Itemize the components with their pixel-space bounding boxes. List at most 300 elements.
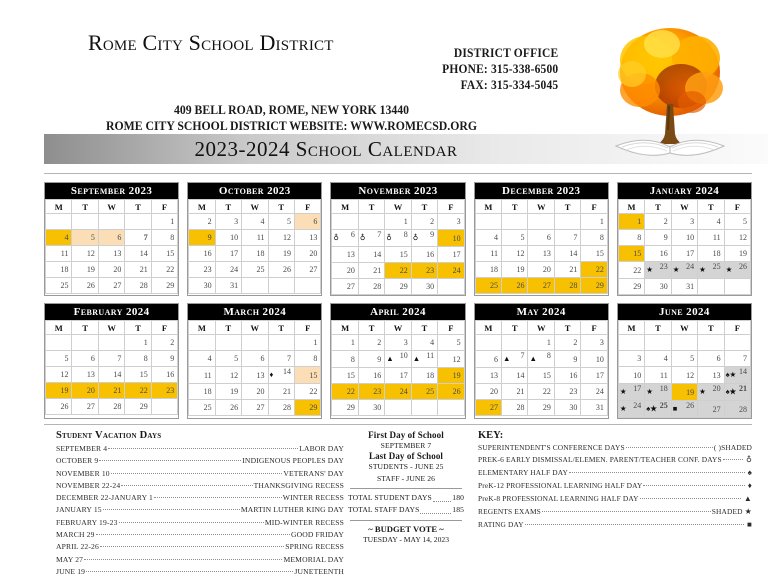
day-cell[interactable]: [581, 246, 607, 262]
day-number: 21: [373, 266, 382, 275]
calendar-grid: [44, 182, 752, 426]
day-cell[interactable]: [46, 246, 72, 262]
day-number: 18: [203, 387, 212, 396]
day-cell[interactable]: [698, 401, 724, 418]
day-cell[interactable]: [215, 230, 241, 246]
day-cell[interactable]: [151, 367, 177, 383]
day-cell[interactable]: [502, 230, 528, 246]
day-number: 12: [282, 233, 291, 242]
day-cell[interactable]: [528, 384, 554, 400]
day-cell[interactable]: [268, 367, 294, 384]
day-cell[interactable]: [268, 384, 294, 400]
day-number: 12: [686, 370, 695, 380]
day-cell[interactable]: [358, 247, 384, 263]
day-cell[interactable]: [268, 400, 294, 416]
day-cell[interactable]: [294, 351, 320, 367]
day-cell[interactable]: [475, 368, 501, 384]
day-cell[interactable]: [215, 351, 241, 367]
day-cell[interactable]: [724, 214, 750, 230]
day-cell[interactable]: [438, 335, 464, 351]
day-cell[interactable]: [215, 400, 241, 416]
day-cell[interactable]: [332, 335, 358, 351]
vacation-date: MAY 27: [56, 554, 84, 564]
day-cell[interactable]: [242, 214, 268, 230]
key-item: [478, 454, 752, 467]
day-cell[interactable]: [72, 262, 98, 278]
day-cell[interactable]: [98, 246, 124, 262]
day-number: 1: [637, 217, 642, 226]
day-cell[interactable]: [72, 230, 98, 246]
day-cell[interactable]: [724, 246, 750, 262]
day-cell[interactable]: [528, 400, 554, 416]
day-cell[interactable]: [358, 335, 384, 351]
day-cell[interactable]: [411, 247, 437, 263]
day-cell[interactable]: [189, 367, 215, 384]
day-number: 29: [309, 403, 318, 412]
day-cell[interactable]: [671, 279, 697, 295]
day-cell[interactable]: [438, 230, 464, 247]
day-cell[interactable]: [215, 384, 241, 400]
day-cell[interactable]: [502, 246, 528, 262]
day-cell[interactable]: [645, 401, 671, 418]
weekday-header-0: M: [332, 321, 358, 335]
day-cell[interactable]: [411, 279, 437, 295]
day-cell[interactable]: [581, 335, 607, 351]
day-cell[interactable]: [502, 368, 528, 384]
day-cell[interactable]: [332, 230, 358, 247]
day-cell[interactable]: [528, 230, 554, 246]
day-cell[interactable]: [475, 246, 501, 262]
day-cell[interactable]: [724, 401, 750, 418]
day-cell[interactable]: [385, 214, 411, 230]
day-cell[interactable]: [645, 230, 671, 246]
day-cell[interactable]: [189, 278, 215, 294]
day-number: 13: [113, 249, 122, 258]
star-icon: ★: [699, 265, 706, 274]
day-cell[interactable]: [528, 262, 554, 278]
day-number: 16: [569, 371, 578, 380]
district-title: Rome City School District: [88, 30, 334, 55]
calendar-row-spring: [44, 303, 752, 419]
dot-leader: [525, 524, 744, 525]
footer-divider: [44, 424, 752, 425]
day-number: 26: [516, 281, 525, 290]
day-cell[interactable]: [46, 278, 72, 294]
district-office-label: DISTRICT OFFICE: [453, 46, 558, 60]
day-cell[interactable]: [125, 262, 151, 278]
day-cell[interactable]: [242, 384, 268, 400]
day-cell[interactable]: [46, 367, 72, 383]
day-cell[interactable]: [98, 367, 124, 383]
day-cell[interactable]: [528, 368, 554, 384]
day-cell[interactable]: [46, 383, 72, 399]
day-cell[interactable]: [332, 384, 358, 400]
day-cell[interactable]: [385, 368, 411, 384]
day-cell[interactable]: [475, 278, 501, 294]
day-cell[interactable]: [581, 278, 607, 294]
day-cell[interactable]: [98, 230, 124, 246]
day-cell[interactable]: [438, 384, 464, 400]
day-number: 1: [143, 338, 148, 347]
day-cell[interactable]: [698, 214, 724, 230]
weekday-header-3: T: [268, 321, 294, 335]
day-cell[interactable]: [189, 262, 215, 278]
day-number: 8: [546, 351, 551, 360]
week-row: [332, 230, 464, 247]
day-cell[interactable]: [554, 368, 580, 384]
day-cell[interactable]: [385, 230, 411, 247]
week-row: [332, 214, 464, 230]
day-cell[interactable]: [98, 278, 124, 294]
day-cell[interactable]: [475, 400, 501, 416]
triangle-icon: ▲: [743, 493, 752, 503]
day-cell[interactable]: [411, 230, 437, 247]
day-cell[interactable]: [438, 263, 464, 279]
day-cell[interactable]: [151, 230, 177, 246]
day-cell[interactable]: [438, 214, 464, 230]
weekday-header-2: W: [98, 321, 124, 335]
day-cell[interactable]: [502, 400, 528, 416]
day-cell[interactable]: [698, 262, 724, 279]
day-cell[interactable]: [358, 368, 384, 384]
day-cell[interactable]: [411, 214, 437, 230]
day-cell[interactable]: [215, 246, 241, 262]
vacation-date: NOVEMBER 10: [56, 468, 110, 478]
day-cell[interactable]: [189, 351, 215, 367]
day-cell[interactable]: [618, 367, 644, 384]
day-cell[interactable]: [554, 262, 580, 278]
day-cell[interactable]: [618, 262, 644, 279]
day-number: 24: [452, 266, 461, 275]
day-cell[interactable]: [385, 384, 411, 400]
day-cell[interactable]: [724, 384, 750, 401]
day-number: 13: [712, 370, 721, 380]
day-cell[interactable]: [438, 368, 464, 384]
day-cell[interactable]: [528, 246, 554, 262]
day-cell[interactable]: [645, 351, 671, 367]
day-cell[interactable]: [645, 262, 671, 279]
day-cell[interactable]: [151, 278, 177, 294]
day-cell[interactable]: [385, 351, 411, 368]
day-cell[interactable]: [125, 246, 151, 262]
day-number: 18: [659, 384, 668, 393]
day-cell[interactable]: [125, 278, 151, 294]
day-number: 15: [309, 370, 318, 380]
day-cell[interactable]: [698, 246, 724, 262]
weekday-header-row: [46, 200, 178, 214]
day-cell[interactable]: [724, 262, 750, 279]
day-number: 27: [542, 281, 551, 290]
day-cell[interactable]: [411, 384, 437, 400]
week-row: [475, 384, 607, 400]
day-cell[interactable]: [294, 230, 320, 246]
day-cell[interactable]: [645, 279, 671, 295]
weekday-header-row: [332, 321, 464, 335]
day-cell[interactable]: [671, 367, 697, 384]
day-cell[interactable]: [475, 230, 501, 246]
day-cell[interactable]: [215, 367, 241, 384]
day-number: 9: [207, 233, 212, 242]
day-cell[interactable]: [554, 384, 580, 400]
day-cell[interactable]: [294, 367, 320, 384]
dot-leader: [121, 485, 252, 486]
day-cell[interactable]: [438, 247, 464, 263]
month-day-grid: [45, 320, 178, 415]
day-cell[interactable]: [618, 401, 644, 418]
star-icon: ★: [725, 265, 733, 274]
day-cell[interactable]: [554, 400, 580, 416]
day-cell[interactable]: [475, 384, 501, 400]
empty-day-cell: [724, 279, 750, 295]
day-cell[interactable]: [46, 262, 72, 278]
person-icon: ♁: [412, 233, 419, 242]
day-cell[interactable]: [294, 335, 320, 351]
day-cell[interactable]: [125, 230, 151, 246]
day-cell[interactable]: [671, 384, 697, 401]
day-cell[interactable]: [332, 400, 358, 416]
day-cell[interactable]: [698, 351, 724, 367]
day-cell[interactable]: [151, 246, 177, 262]
day-number: 28: [516, 403, 525, 412]
day-cell[interactable]: [332, 351, 358, 368]
day-cell[interactable]: [528, 335, 554, 351]
day-cell[interactable]: [98, 399, 124, 415]
day-cell[interactable]: [724, 367, 750, 384]
month-day-grid: [188, 320, 321, 416]
day-number: 27: [256, 403, 265, 412]
day-cell[interactable]: [72, 278, 98, 294]
day-cell[interactable]: [671, 351, 697, 367]
day-cell[interactable]: [72, 351, 98, 367]
day-cell[interactable]: [528, 351, 554, 368]
day-cell[interactable]: [242, 230, 268, 246]
day-cell[interactable]: [645, 214, 671, 230]
weekday-header-4: F: [151, 321, 177, 335]
day-cell[interactable]: [385, 247, 411, 263]
day-cell[interactable]: [502, 384, 528, 400]
day-cell[interactable]: [125, 383, 151, 399]
day-cell[interactable]: [438, 351, 464, 368]
calendar-legend-area: [44, 430, 752, 578]
day-cell[interactable]: [125, 367, 151, 383]
district-phone: PHONE: 315-338-6500: [441, 62, 558, 76]
day-cell[interactable]: [268, 246, 294, 262]
vacation-label: MEMORIAL DAY: [283, 554, 344, 564]
day-cell[interactable]: [581, 214, 607, 230]
vacation-label: WINTER RECESS: [282, 493, 344, 503]
day-cell[interactable]: [189, 214, 215, 230]
day-cell[interactable]: [581, 368, 607, 384]
day-cell[interactable]: [698, 384, 724, 401]
day-cell[interactable]: [411, 263, 437, 279]
day-number: 27: [86, 402, 95, 411]
total-staff-days-row: [348, 504, 464, 516]
day-cell[interactable]: [242, 246, 268, 262]
day-cell[interactable]: [151, 262, 177, 278]
day-cell[interactable]: [358, 400, 384, 416]
day-cell[interactable]: [125, 351, 151, 367]
day-cell[interactable]: [125, 335, 151, 351]
day-cell[interactable]: [46, 351, 72, 367]
week-row: [46, 383, 178, 399]
day-number: 16: [659, 249, 668, 258]
day-cell[interactable]: [46, 230, 72, 246]
day-cell[interactable]: [98, 383, 124, 399]
day-cell[interactable]: [151, 351, 177, 367]
day-number: 11: [60, 249, 69, 258]
day-cell[interactable]: [332, 263, 358, 279]
day-cell[interactable]: [358, 351, 384, 368]
day-cell[interactable]: [411, 368, 437, 384]
day-cell[interactable]: [554, 278, 580, 294]
day-cell[interactable]: [358, 279, 384, 295]
day-cell[interactable]: [618, 351, 644, 367]
day-cell[interactable]: [189, 384, 215, 400]
day-number: 13: [309, 233, 318, 242]
day-cell[interactable]: [671, 401, 697, 418]
day-number: 20: [256, 387, 265, 396]
day-cell[interactable]: [554, 230, 580, 246]
day-cell[interactable]: [618, 384, 644, 401]
day-number: 7: [117, 354, 122, 363]
empty-day-cell: [385, 400, 411, 416]
day-cell[interactable]: [98, 262, 124, 278]
day-cell[interactable]: [125, 399, 151, 415]
day-cell[interactable]: [581, 262, 607, 278]
empty-day-cell: [189, 335, 215, 351]
day-cell[interactable]: [385, 279, 411, 295]
day-cell[interactable]: [189, 246, 215, 262]
day-cell[interactable]: [215, 262, 241, 278]
district-office-block: [442, 45, 558, 93]
day-cell[interactable]: [475, 262, 501, 278]
day-cell[interactable]: [411, 351, 437, 368]
day-cell[interactable]: [242, 400, 268, 416]
total-student-days-value: 180: [452, 493, 464, 503]
vacation-label: SPRING RECESS: [285, 542, 344, 552]
day-number: 13: [490, 371, 499, 380]
day-cell[interactable]: [645, 384, 671, 401]
day-cell[interactable]: [698, 230, 724, 246]
weekday-header-1: T: [502, 321, 528, 335]
day-cell[interactable]: [46, 399, 72, 415]
day-cell[interactable]: [98, 351, 124, 367]
day-cell[interactable]: [294, 384, 320, 400]
day-cell[interactable]: [242, 262, 268, 278]
day-cell[interactable]: [411, 335, 437, 351]
day-cell[interactable]: [358, 263, 384, 279]
day-cell[interactable]: [242, 351, 268, 367]
day-cell[interactable]: [268, 351, 294, 367]
day-cell[interactable]: [671, 246, 697, 262]
day-number: 8: [313, 354, 318, 363]
day-cell[interactable]: [385, 335, 411, 351]
day-cell[interactable]: [72, 367, 98, 383]
day-cell[interactable]: [554, 351, 580, 368]
day-cell[interactable]: [294, 246, 320, 262]
day-cell[interactable]: [475, 351, 501, 368]
day-cell[interactable]: [72, 246, 98, 262]
day-cell[interactable]: [581, 351, 607, 368]
day-number: 17: [686, 249, 695, 258]
day-cell[interactable]: [502, 351, 528, 368]
day-cell[interactable]: [645, 367, 671, 384]
day-cell[interactable]: [502, 278, 528, 294]
page-title: 2023-2024 School Calendar: [194, 136, 458, 161]
day-cell[interactable]: [268, 230, 294, 246]
day-number: 27: [346, 282, 355, 291]
day-cell[interactable]: [332, 279, 358, 295]
day-cell[interactable]: [502, 262, 528, 278]
day-cell[interactable]: [581, 384, 607, 400]
day-cell[interactable]: [645, 246, 671, 262]
day-cell[interactable]: [671, 214, 697, 230]
day-number: 10: [452, 233, 461, 243]
day-number: 22: [139, 386, 148, 395]
day-cell[interactable]: [581, 400, 607, 416]
day-cell[interactable]: [151, 214, 177, 230]
day-cell[interactable]: [554, 246, 580, 262]
day-cell[interactable]: [215, 278, 241, 294]
day-cell[interactable]: [554, 335, 580, 351]
day-cell[interactable]: [385, 263, 411, 279]
month-title: December 2023: [475, 183, 608, 199]
key-item: [478, 493, 752, 506]
day-cell[interactable]: [528, 278, 554, 294]
day-number: 3: [456, 217, 461, 226]
week-row: [46, 335, 178, 351]
day-cell[interactable]: [618, 246, 644, 262]
day-cell[interactable]: [618, 214, 644, 230]
week-row: [475, 400, 607, 416]
day-cell[interactable]: [189, 400, 215, 416]
day-cell[interactable]: [151, 383, 177, 399]
day-cell[interactable]: [358, 230, 384, 247]
day-cell[interactable]: [294, 262, 320, 278]
day-number: 4: [430, 338, 435, 347]
day-cell[interactable]: [332, 247, 358, 263]
day-cell[interactable]: [618, 230, 644, 246]
day-cell[interactable]: [215, 214, 241, 230]
day-cell[interactable]: [242, 367, 268, 384]
week-row: [332, 263, 464, 279]
week-row: [46, 399, 178, 415]
month-december-2023: [474, 182, 609, 296]
day-cell[interactable]: [618, 279, 644, 295]
day-cell[interactable]: [294, 214, 320, 230]
day-cell[interactable]: [294, 400, 320, 416]
day-cell[interactable]: [72, 383, 98, 399]
day-number: 18: [426, 371, 435, 380]
day-cell[interactable]: [724, 351, 750, 367]
day-cell[interactable]: [151, 335, 177, 351]
diamond-icon: ♦: [747, 480, 752, 490]
day-cell[interactable]: [268, 214, 294, 230]
day-cell[interactable]: [581, 230, 607, 246]
day-cell[interactable]: [358, 384, 384, 400]
day-number: 17: [633, 384, 642, 393]
day-number: 14: [113, 370, 122, 379]
day-cell[interactable]: [189, 230, 215, 246]
day-cell[interactable]: [724, 230, 750, 246]
day-cell[interactable]: [671, 262, 697, 279]
day-cell[interactable]: [268, 262, 294, 278]
day-cell[interactable]: [332, 368, 358, 384]
day-cell[interactable]: [698, 367, 724, 384]
empty-day-cell: [242, 335, 268, 351]
day-cell[interactable]: [72, 399, 98, 415]
day-cell[interactable]: [671, 230, 697, 246]
